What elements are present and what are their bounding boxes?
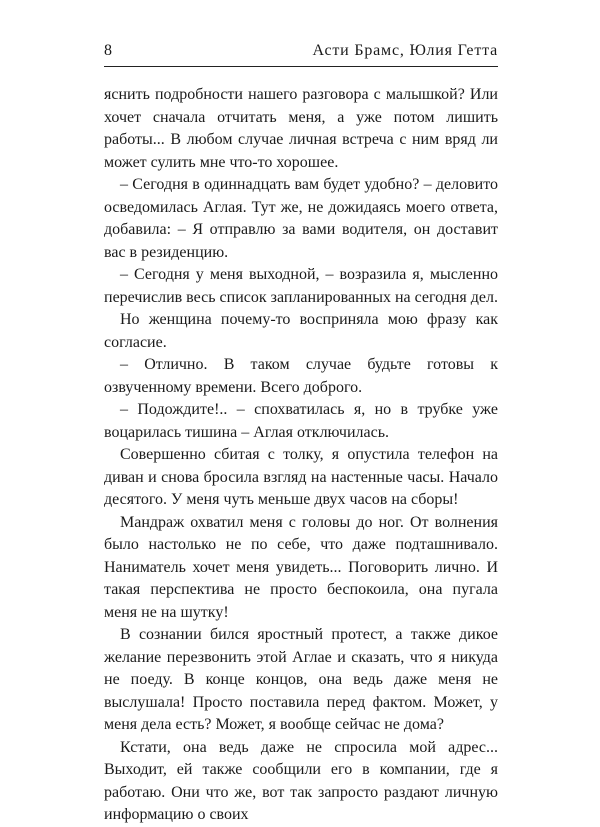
- paragraph: яснить подробности нашего разговора с малышкой? Или хочет сначала отчитать меня, а уже потом лишить работы... В любом случае личная встреча с ним вряд ли может сулить мне что-то хорошее.: [104, 86, 498, 171]
- paragraph: Совершенно сбитая с толку, я опустила телефон на диван и снова бросила взгляд на настенные часы. Начало десятого. У меня чуть меньше двух часов на сборы!: [104, 446, 498, 508]
- page-number: 8: [104, 42, 113, 59]
- paragraph: – Отлично. В таком случае будьте готовы к озвученному времени. Всего доброго.: [104, 356, 498, 396]
- paragraph: – Сегодня у меня выходной, – возразила я, мысленно перечислив весь список запланированных на сегодня дел.: [104, 266, 498, 306]
- page-header: [104, 40, 498, 67]
- paragraph: – Сегодня в одиннадцать вам будет удобно? – деловито осведомилась Аглая. Тут же, не дожидаясь моего ответа, добавила: – Я отправлю за вами водителя, он доставит вас в резиденцию.: [104, 176, 498, 261]
- paragraph: Кстати, она ведь даже не спросила мой адрес... Выходит, ей также сообщили его в компании, где я работаю. Они что же, вот так запросто раздают личную информацию о своих: [104, 738, 498, 823]
- paragraph: Мандраж охватил меня с головы до ног. От волнения было настолько не по себе, что даже подташнивало. Наниматель хочет меня увидеть... Поговорить лично. И такая перспектива не просто беспокоила, она пугала меня не на шутку!: [104, 513, 498, 621]
- running-title: Асти Брамс, Юлия Гетта: [312, 42, 498, 59]
- body-text: [104, 84, 498, 827]
- paragraph: В сознании бился яростный протест, а также дикое желание перезвонить этой Аглае и сказать, что я никуда не поеду. В конце концов, она ведь даже меня не выслушала! Просто поставила перед фактом. Может, у меня дела есть? Может, я вообще сейчас не дома?: [104, 626, 498, 733]
- paragraph: Но женщина почему-то восприняла мою фразу как согласие.: [104, 311, 498, 351]
- paragraph: – Подождите!.. – спохватилась я, но в трубке уже воцарилась тишина – Аглая отключилась.: [104, 401, 498, 441]
